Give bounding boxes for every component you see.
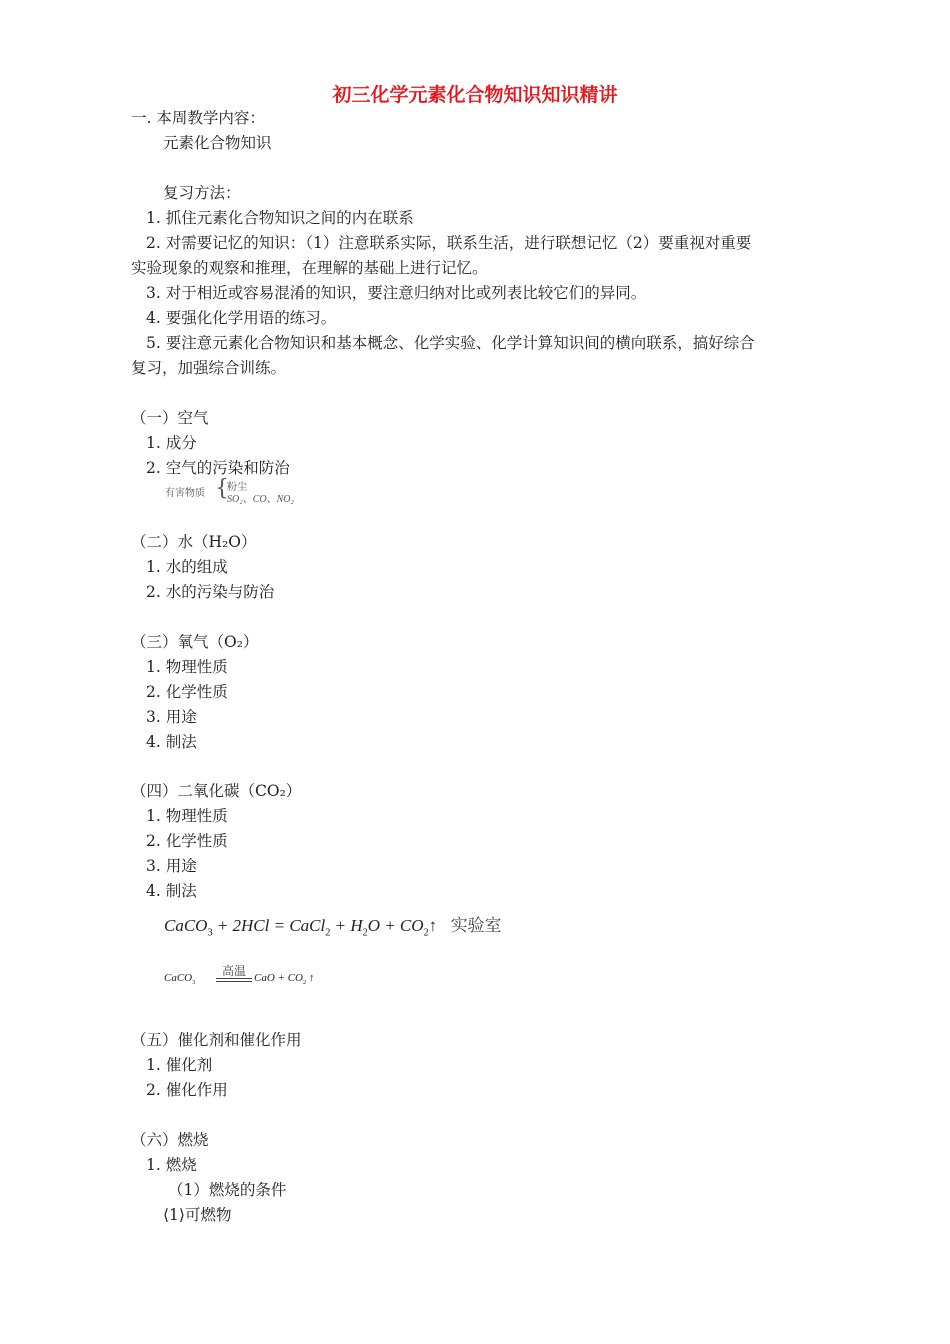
- catalyst-heading: （五）催化剂和催化作用: [131, 1031, 302, 1049]
- oxygen-item: 4. 制法: [146, 733, 197, 751]
- co2-item: 4. 制法: [146, 882, 197, 900]
- method-item-continued: 复习，加强综合训练。: [131, 359, 287, 377]
- section-heading: 一. 本周教学内容：: [131, 109, 265, 127]
- co2-item: 2. 化学性质: [146, 832, 228, 850]
- oxygen-item: 2. 化学性质: [146, 683, 228, 701]
- equals-line-icon: [216, 978, 252, 982]
- air-heading: （一）空气: [131, 409, 209, 427]
- water-heading: （二）水（H₂O）: [131, 533, 257, 551]
- method-item-continued: 实验现象的观察和推理，在理解的基础上进行记忆。: [131, 259, 488, 277]
- pollutant-gases: SO₂、CO、NO₂: [227, 494, 294, 505]
- catalyst-item: 2. 催化作用: [146, 1081, 228, 1099]
- combustion-item: 1. 燃烧: [146, 1156, 197, 1174]
- method-item: 4. 要强化化学用语的练习。: [146, 309, 337, 327]
- water-item: 2. 水的污染与防治: [146, 583, 275, 601]
- pollutant-dust: 粉尘: [227, 482, 247, 493]
- combustion-heading: （六）燃烧: [131, 1131, 209, 1149]
- oxygen-item: 3. 用途: [146, 708, 197, 726]
- method-item: 1. 抓住元素化合物知识之间的内在联系: [146, 209, 414, 227]
- pollutants-label: 有害物质: [165, 488, 205, 499]
- equation-note: 实验室: [450, 916, 502, 936]
- section-topic: 元素化合物知识: [163, 134, 272, 152]
- method-heading: 复习方法：: [163, 184, 241, 202]
- water-item: 1. 水的组成: [146, 558, 228, 576]
- co2-item: 1. 物理性质: [146, 807, 228, 825]
- air-item: 1. 成分: [146, 434, 197, 452]
- catalyst-item: 1. 催化剂: [146, 1056, 213, 1074]
- reaction-condition: 高温: [221, 964, 246, 978]
- co2-item: 3. 用途: [146, 857, 197, 875]
- equation-lab-preparation: CaCO$_3$ + 2HCl = CaCl$_2$ + $H_2O$ + $CO_2↑$ 实验室: [164, 916, 502, 939]
- method-item: 3. 对于相近或容易混淆的知识，要注意归纳对比或列表比较它们的异同。: [146, 284, 647, 302]
- combustion-subitem: （1）燃烧的条件: [168, 1181, 287, 1199]
- combustion-subsubitem: ⟨1⟩可燃物: [163, 1206, 232, 1224]
- brace-icon: {: [215, 476, 229, 501]
- method-item: 5. 要注意元素化合物知识和基本概念、化学实验、化学计算知识间的横向联系，搞好综合: [146, 334, 755, 352]
- page-title: 初三化学元素化合物知识知识精讲: [332, 84, 618, 106]
- air-item: 2. 空气的污染和防治: [146, 459, 290, 477]
- co2-heading: （四）二氧化碳（CO₂）: [131, 782, 302, 800]
- oxygen-heading: （三）氧气（O₂）: [131, 633, 259, 651]
- method-item: 2. 对需要记忆的知识：（1）注意联系实际，联系生活，进行联想记忆（2）要重视对重要: [146, 234, 752, 252]
- oxygen-item: 1. 物理性质: [146, 658, 228, 676]
